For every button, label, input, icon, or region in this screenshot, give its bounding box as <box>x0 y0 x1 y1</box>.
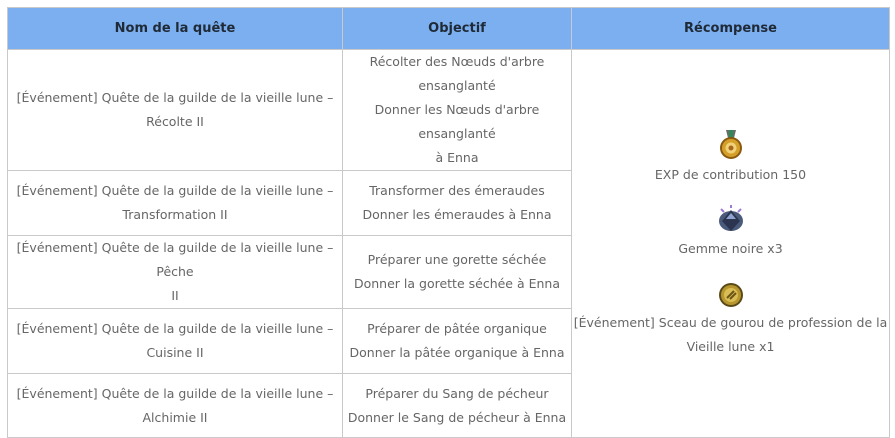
header-objective: Objectif <box>343 8 572 50</box>
objective-line: Transformer des émeraudes <box>369 183 545 198</box>
table-row <box>8 50 890 171</box>
reward-text: EXP de contribution 150 <box>654 166 807 182</box>
reward-item <box>572 203 889 261</box>
quest-name-line: [Événement] Quête de la guilde de la vieille lune – <box>16 385 334 401</box>
quest-name-cell <box>8 171 343 236</box>
objective-line: Donner la gorette séchée à Enna <box>353 276 561 291</box>
quest-name-line: [Événement] Quête de la guilde de la vieille lune – <box>16 90 334 105</box>
objective-cell <box>343 236 572 309</box>
quest-table <box>7 7 890 438</box>
quest-name-line: Récolte II <box>146 114 204 129</box>
black-gem-icon <box>717 203 745 235</box>
quest-name-line: [Événement] Quête de la guilde de la vieille lune – <box>16 321 334 336</box>
quest-name-line: [Événement] Quête de la guilde de la vieille lune – Pêche <box>16 240 334 279</box>
objective-cell <box>343 171 572 236</box>
quest-name-cell <box>8 50 343 171</box>
objective-line: Donner la pâtée organique à Enna <box>349 345 565 360</box>
header-quest-name: Nom de la quête <box>8 8 343 50</box>
objective-cell <box>343 50 572 171</box>
reward-cell <box>572 50 890 438</box>
seal-icon <box>717 277 745 309</box>
reward-text: Gemme noire x3 <box>678 240 783 256</box>
quest-name-line: II <box>171 288 179 303</box>
header-row <box>8 8 890 50</box>
objective-cell <box>343 309 572 374</box>
objective-line: Préparer du Sang de pécheur <box>365 385 549 401</box>
header-reward: Récompense <box>572 8 890 50</box>
objective-line: à Enna <box>435 150 479 165</box>
quest-name-line: Cuisine II <box>146 345 204 360</box>
quest-name-cell <box>8 309 343 374</box>
objective-cell <box>343 374 572 438</box>
objective-line: Donner les émeraudes à Enna <box>362 207 552 222</box>
reward-item <box>572 129 889 187</box>
objective-line: Préparer une gorette séchée <box>367 252 547 267</box>
medal-icon <box>717 129 745 161</box>
quest-name-line: Transformation II <box>122 207 228 222</box>
quest-name-cell <box>8 374 343 438</box>
objective-line: Donner les Nœuds d'arbre ensanglanté <box>374 102 540 141</box>
objective-line: Préparer de pâtée organique <box>367 321 547 336</box>
quest-name-cell <box>8 236 343 309</box>
objective-line: ensanglanté <box>418 78 496 93</box>
objective-line: Récolter des Nœuds d'arbre <box>369 54 545 69</box>
quest-table-container <box>7 7 889 438</box>
reward-item <box>572 277 889 359</box>
objective-line: Donner le Sang de pécheur à Enna <box>347 409 567 425</box>
quest-name-line: Alchimie II <box>142 409 208 425</box>
reward-text: [Événement] Sceau de gourou de profession de la Vieille lune x1 <box>573 314 888 354</box>
quest-name-line: [Événement] Quête de la guilde de la vieille lune – <box>16 183 334 198</box>
